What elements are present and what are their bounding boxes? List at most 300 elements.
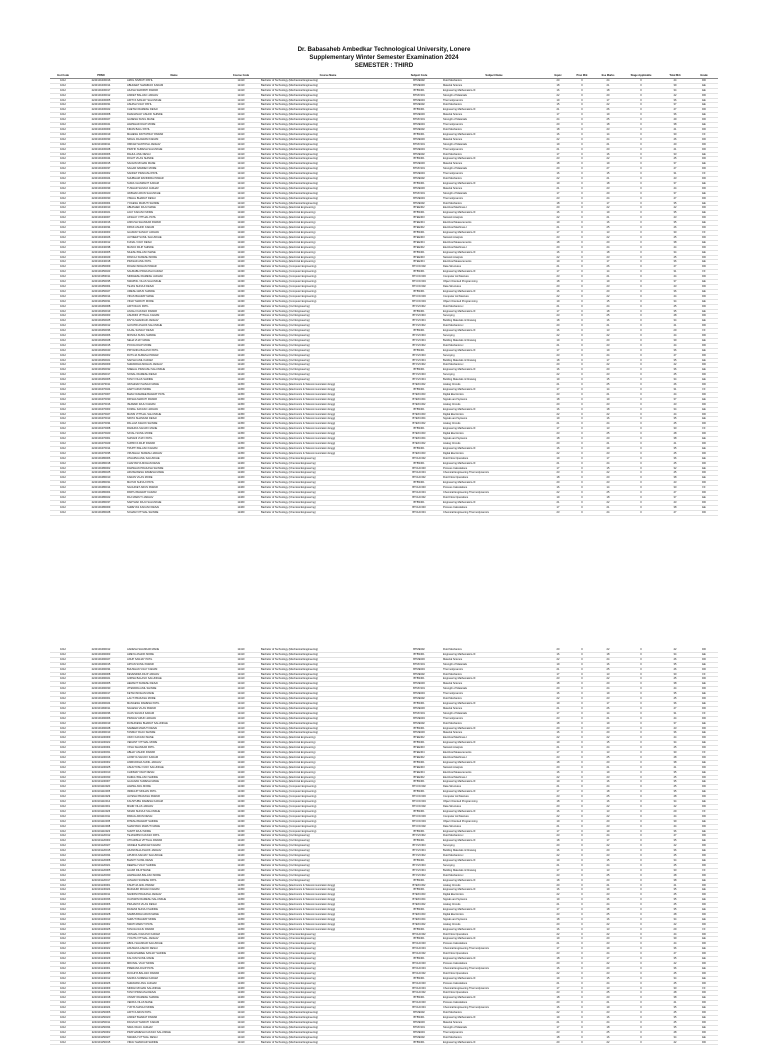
table-cell: DARSHAN PRAKASH SHINDE [126,466,222,471]
table-cell: 14 [594,711,622,716]
table-cell: 2243101120015 [76,849,126,854]
table-cell: Bachelor of Technology (Electronics & Telecommunication Engg) [260,402,396,407]
table-cell: 21 [594,505,622,510]
table-cell: 0 [570,368,594,373]
table-cell: 0 [570,93,594,98]
table-cell: 37 [660,103,690,108]
table-cell: 1012 [50,388,76,393]
table-cell: 17 [594,98,622,103]
table-cell: 24 [594,245,622,250]
table-cell: 2243101090011 [76,706,126,711]
table-cell: 19 [594,770,622,775]
table-cell: BTME303 [396,137,442,142]
table-cell: 11440 [222,868,260,873]
table-cell: DD [690,863,718,868]
table-cell: 2243101130024 [76,888,126,893]
table-cell: Fluid Mechanics-I [442,873,546,878]
table-cell: BTBS301 [396,108,442,113]
table-cell: 1012 [50,692,76,697]
table-cell: 13 [594,986,622,991]
table-cell: APURVA SANJAY SALUNKHE [126,854,222,859]
table-cell: 21 [546,903,570,908]
table-cell: Bachelor of Technology (Electronics & Telecommunication Engg) [260,903,396,908]
table-cell: 23 [546,795,570,800]
table-cell: 0 [622,858,660,863]
table-cell: 18 [546,201,570,206]
table-cell: DD [690,167,718,172]
table-cell: 11460 [222,976,260,981]
table-cell: Bachelor of Technology (Mechanical Engineering) [260,108,396,113]
table-cell: 11450 [222,922,260,927]
table-cell: Thermodynamics [442,98,546,103]
table-cell: BTME303 [396,657,442,662]
table-cell: 45 [660,373,690,378]
table-cell: 24 [594,903,622,908]
table-cell: 30 [660,486,690,491]
table-cell: Bachelor of Technology (Mechanical Engineering) [260,201,396,206]
table-cell: Bachelor of Technology (Chemical Engineering) [260,986,396,991]
table-cell: 24 [594,952,622,957]
table-cell: Bachelor of Technology (Mechanical Engineering) [260,157,396,162]
table-cell: Computer Architecture [442,814,546,819]
table-cell: 22 [546,93,570,98]
table-cell: 0 [622,309,660,314]
table-cell: HARSHAD DILIP MORE [126,123,222,128]
table-cell: 22 [546,255,570,260]
table-cell: 0 [622,1001,660,1006]
table-cell: AARTI ARUN MORE [126,388,222,393]
table-cell: 11460 [222,1006,260,1011]
table-cell: 11440 [222,314,260,319]
table-cell: 16 [594,780,622,785]
table-cell: 0 [570,888,594,893]
table-cell: 0 [622,78,660,83]
table-cell: 17 [546,1025,570,1030]
table-cell: BTCOC303 [396,795,442,800]
table-cell: 0 [622,373,660,378]
table-cell: 0 [622,863,660,868]
table-cell: 0 [622,314,660,319]
table-cell: 16 [594,1035,622,1040]
table-cell: Analog Circuits [442,441,546,446]
table-cell: MANGESH RAMESH PATIL [126,701,222,706]
table-cell: Building Materials & Drawing [442,338,546,343]
table-cell: Bachelor of Technology (Mechanical Engineering) [260,648,396,652]
table-cell: 1012 [50,657,76,662]
table-cell: 1012 [50,908,76,913]
table-cell: EE [690,191,718,196]
table-cell: 35 [660,309,690,314]
table-cell: Bachelor of Technology (Mechanical Engineering) [260,172,396,177]
table-cell: 0 [570,849,594,854]
table-cell: Building Materials & Drawing [442,868,546,873]
table-cell: EE [690,260,718,265]
table-cell: 11440 [222,343,260,348]
table-cell: 22 [546,334,570,339]
table-cell: 1012 [50,1035,76,1040]
table-cell: 38 [660,123,690,128]
table-cell: 0 [570,996,594,1001]
table-cell: 1012 [50,731,76,736]
table-cell: EE [690,319,718,324]
table-cell: BTEXC302 [396,883,442,888]
table-cell: 23 [546,677,570,682]
table-cell: 21 [594,441,622,446]
table-cell: BTMC301 [396,93,442,98]
table-cell: Strength of Materials [442,93,546,98]
table-cell: 0 [622,441,660,446]
table-cell: 23 [546,912,570,917]
table-cell: NACHIKET ARUN PAWAR [126,486,222,491]
table-cell: Engineering Mathematics-III [442,957,546,962]
table-cell: VISHAL BHARAT DESAI [126,196,222,201]
table-cell: Bachelor of Technology (Computer Engineering) [260,284,396,289]
table-cell: 0 [622,392,660,397]
table-cell: BTME302 [396,177,442,182]
table-cell: NIKHIL RAJARAM KADAM [126,137,222,142]
table-cell: Fluid Mechanics [442,103,546,108]
table-cell: Network Analysis [442,216,546,221]
table-cell: Bachelor of Technology (Mechanical Engineering) [260,186,396,191]
table-cell: 20 [594,437,622,442]
table-cell: ANKUSH SHANKAR PAWAR [126,221,222,226]
table-cell: 11410 [222,721,260,726]
table-cell: 11410 [222,672,260,677]
table-cell: BTME303 [396,186,442,191]
table-cell: Bachelor of Technology (Mechanical Engineering) [260,657,396,662]
table-cell: BTCHC304 [396,491,442,496]
table-cell: BTMC301 [396,118,442,123]
table-cell: 44 [660,932,690,937]
table-cell: 44 [660,687,690,692]
table-cell: Bachelor of Technology (Chemical Engineering) [260,510,396,515]
column-header: Grade [690,74,718,78]
table-cell: 1012 [50,849,76,854]
table-cell: Engineering Mathematics-III [442,760,546,765]
table-cell: Surveying [442,334,546,339]
table-cell: Chemical Engineering Thermodynamics [442,947,546,952]
table-cell: 11430 [222,289,260,294]
table-cell: Fluid Mechanics [442,152,546,157]
table-cell: 20 [546,167,570,172]
table-cell: Strength of Materials [442,711,546,716]
table-cell: 1012 [50,240,76,245]
table-cell: 2243101040016 [76,221,126,226]
table-cell: 2243101040018 [76,260,126,265]
table-cell: 11430 [222,284,260,289]
table-cell: 11440 [222,858,260,863]
table-cell: 0 [622,716,660,721]
table-cell: DD [690,893,718,898]
table-cell: 0 [622,927,660,932]
table-cell: Network Analysis [442,235,546,240]
table-cell: 1012 [50,957,76,962]
table-cell: 0 [570,98,594,103]
table-cell: 1012 [50,275,76,280]
table-cell: 22 [546,216,570,221]
table-cell: 2243101070003 [76,407,126,412]
table-cell: Bachelor of Technology (Civil Engineering) [260,868,396,873]
table-cell: 0 [622,873,660,878]
table-cell: DD [690,962,718,967]
table-cell: Material Science [442,113,546,118]
table-cell: 11420 [222,780,260,785]
table-cell: 1012 [50,751,76,756]
table-cell: 24 [546,118,570,123]
table-cell: FF [690,231,718,236]
table-cell: 11450 [222,893,260,898]
table-cell: 45 [660,422,690,427]
table-cell: 1012 [50,883,76,888]
table-cell: 35 [660,417,690,422]
table-cell: 33 [660,152,690,157]
table-cell: Bachelor of Technology (Electrical Engineering) [260,746,396,751]
table-cell: 35 [660,662,690,667]
table-cell: Material Science [442,137,546,142]
table-cell: 34 [660,319,690,324]
table-cell: 48 [660,314,690,319]
table-cell: 11440 [222,844,260,849]
table-cell: 1012 [50,1006,76,1011]
table-cell: DD [690,687,718,692]
table-cell: 1012 [50,427,76,432]
table-cell: 11410 [222,1030,260,1035]
table-cell: Material Science [442,706,546,711]
table-cell: 0 [570,839,594,844]
table-cell: Bachelor of Technology (Chemical Engineering) [260,981,396,986]
table-cell: Object Oriented Programming [442,299,546,304]
table-cell: SHANTANU MARUTI MANE [126,824,222,829]
table-cell: 11420 [222,250,260,255]
table-cell: 11420 [222,206,260,211]
table-cell: Bachelor of Technology (Mechanical Engineering) [260,706,396,711]
table-cell: AKSHAY VITTHAL PATIL [126,216,222,221]
table-cell: 2243101150027 [76,1035,126,1040]
table-cell: Engineering Mathematics-III [442,908,546,913]
table-cell: 19 [594,162,622,167]
table-cell: Bachelor of Technology (Electronics & Telecommunication Engg) [260,888,396,893]
table-cell: 16 [594,917,622,922]
table-cell: 2243101030041 [76,123,126,128]
table-cell: Engineering Mathematics-III [442,878,546,883]
table-cell: 2243101040007 [76,216,126,221]
table-cell: 2243101130002 [76,922,126,927]
table-cell: BTMC301 [396,687,442,692]
table-cell: Bachelor of Technology (Mechanical Engineering) [260,137,396,142]
table-cell: DD [690,1001,718,1006]
table-cell: SIDDHI MOHAN SALUNKHE [126,986,222,991]
table-cell: BTBS301 [396,329,442,334]
table-cell: PRAJAKTA VILAS DESAI [126,903,222,908]
table-cell: Network Analysis [442,746,546,751]
table-cell: Electrical Measurements [442,221,546,226]
table-cell: BTME304 [396,98,442,103]
table-cell: 2243101030028 [76,147,126,152]
table-cell: BTCVC304 [396,849,442,854]
table-cell: BTCOC302 [396,824,442,829]
table-cell: 22 [594,206,622,211]
table-cell: 0 [622,348,660,353]
table-cell: 0 [622,883,660,888]
table-cell: 0 [622,216,660,221]
table-cell: 2243101100022 [76,741,126,746]
table-cell: 47 [660,353,690,358]
table-cell: 0 [622,854,660,859]
table-cell: 11410 [222,113,260,118]
table-cell: Bachelor of Technology (Electrical Engineering) [260,211,396,216]
table-cell: Fluid Flow Operations [442,456,546,461]
table-cell: BTEXC302 [396,422,442,427]
table-cell: Engineering Mathematics-III [442,309,546,314]
table-cell: 0 [622,432,660,437]
table-cell: 0 [622,191,660,196]
table-cell: 2243101070013 [76,417,126,422]
table-cell: 2243101150034 [76,1025,126,1030]
table-cell: PRATIK SURESH SALUNKHE [126,147,222,152]
table-cell: 11460 [222,937,260,942]
table-cell: 1012 [50,461,76,466]
table-cell: 0 [622,196,660,201]
table-cell: TEJASWINI KAKASO PATIL [126,834,222,839]
table-cell: DD [690,343,718,348]
table-cell: Bachelor of Technology (Mechanical Engineering) [260,103,396,108]
table-cell: GAYATRI ASHOK SALUNKHE [126,324,222,329]
table-cell: BTBS301 [396,231,442,236]
table-cell: 18 [594,407,622,412]
table-cell: 0 [570,407,594,412]
table-cell: 0 [622,839,660,844]
table-cell: Bachelor of Technology (Mechanical Engineering) [260,191,396,196]
table-cell: 0 [570,471,594,476]
table-cell: 2243101070027 [76,412,126,417]
table-cell: 38 [660,505,690,510]
table-cell: 22 [546,775,570,780]
table-cell: 1012 [50,314,76,319]
table-cell: Bachelor of Technology (Chemical Engineering) [260,461,396,466]
table-cell: 2243101030016 [76,78,126,83]
table-cell: 11460 [222,505,260,510]
table-cell: DD [690,716,718,721]
table-cell: 0 [570,191,594,196]
table-cell: Bachelor of Technology (Computer Engineering) [260,819,396,824]
table-cell: ABHAY ASHOK PAWAR [126,751,222,756]
table-cell: TEJAS SHIVAJI DESAI [126,284,222,289]
table-cell: DD [690,284,718,289]
table-cell: 11410 [222,677,260,682]
table-cell: Signals and Systems [442,417,546,422]
table-cell: 1012 [50,329,76,334]
table-cell: 0 [622,746,660,751]
table-cell: 11440 [222,839,260,844]
table-cell: 23 [594,284,622,289]
table-cell: 1012 [50,270,76,275]
table-cell: 1012 [50,368,76,373]
table-cell: 16 [546,289,570,294]
table-cell: 2243101090006 [76,716,126,721]
table-cell: 2243101120003 [76,839,126,844]
table-cell: 0 [622,147,660,152]
table-cell: 0 [622,775,660,780]
table-cell: DD [690,805,718,810]
table-cell: 35 [660,1015,690,1020]
table-cell: Bachelor of Technology (Mechanical Engineering) [260,731,396,736]
table-cell: 1012 [50,93,76,98]
table-cell: 19 [546,142,570,147]
table-cell: 0 [622,1015,660,1020]
table-cell: ANJALI KAKASO PAWAR [126,309,222,314]
table-cell: 11430 [222,814,260,819]
table-cell: 13 [594,231,622,236]
table-cell: Bachelor of Technology (Mechanical Engineering) [260,716,396,721]
table-cell: Engineering Mathematics-III [442,858,546,863]
table-cell: Bachelor of Technology (Mechanical Engineering) [260,692,396,697]
table-cell: EE [690,721,718,726]
table-cell: Bachelor of Technology (Electrical Engineering) [260,741,396,746]
table-cell: BTBS301 [396,1015,442,1020]
table-cell: 18 [594,123,622,128]
table-cell: 0 [622,692,660,697]
table-cell: Bachelor of Technology (Mechanical Engineering) [260,167,396,172]
table-cell: 19 [546,937,570,942]
table-cell: 11460 [222,986,260,991]
table-cell: 21 [594,83,622,88]
table-cell: 44 [660,245,690,250]
table-cell: 1012 [50,780,76,785]
table-cell: 11460 [222,491,260,496]
table-cell: 35 [660,221,690,226]
table-cell: 11410 [222,648,260,652]
table-cell: 21 [594,392,622,397]
table-cell: Bachelor of Technology (Computer Engineering) [260,824,396,829]
table-cell: BTME304 [396,692,442,697]
table-cell: DD [690,883,718,888]
table-cell: 1012 [50,677,76,682]
table-cell: 11450 [222,912,260,917]
table-cell: 0 [622,1030,660,1035]
table-cell: 1012 [50,108,76,113]
table-cell: 0 [622,113,660,118]
table-cell: 23 [546,755,570,760]
table-cell: 0 [622,912,660,917]
table-cell: 30 [660,132,690,137]
table-cell: 18 [546,127,570,132]
table-cell: 2243101050031 [76,299,126,304]
table-cell: 41 [660,883,690,888]
table-cell: MANSI VITTHAL SALUNKHE [126,412,222,417]
table-cell: 21 [546,226,570,231]
table-cell: Engineering Mathematics-III [442,652,546,657]
table-cell: DD [690,648,718,652]
table-cell: 11410 [222,137,260,142]
table-cell: OJAS SHIVAJI KADAM [126,711,222,716]
table-cell: Bachelor of Technology (Electronics & Telecommunication Engg) [260,422,396,427]
table-cell: 23 [594,402,622,407]
table-cell: DD [690,922,718,927]
table-cell: 11410 [222,726,260,731]
table-cell: DD [690,510,718,515]
table-cell: 11450 [222,432,260,437]
table-cell: PRIYANKA BALASO PATIL [126,348,222,353]
table-cell: 42 [660,93,690,98]
table-cell: 0 [622,760,660,765]
table-cell: 18 [594,88,622,93]
table-cell: 0 [570,167,594,172]
table-cell: EE [690,113,718,118]
table-cell: PARAG ARUN DESAI [126,814,222,819]
table-cell: 2243101040034 [76,226,126,231]
table-cell: Material Science [442,186,546,191]
table-cell: SURAJ HANMANT KADAM [126,181,222,186]
